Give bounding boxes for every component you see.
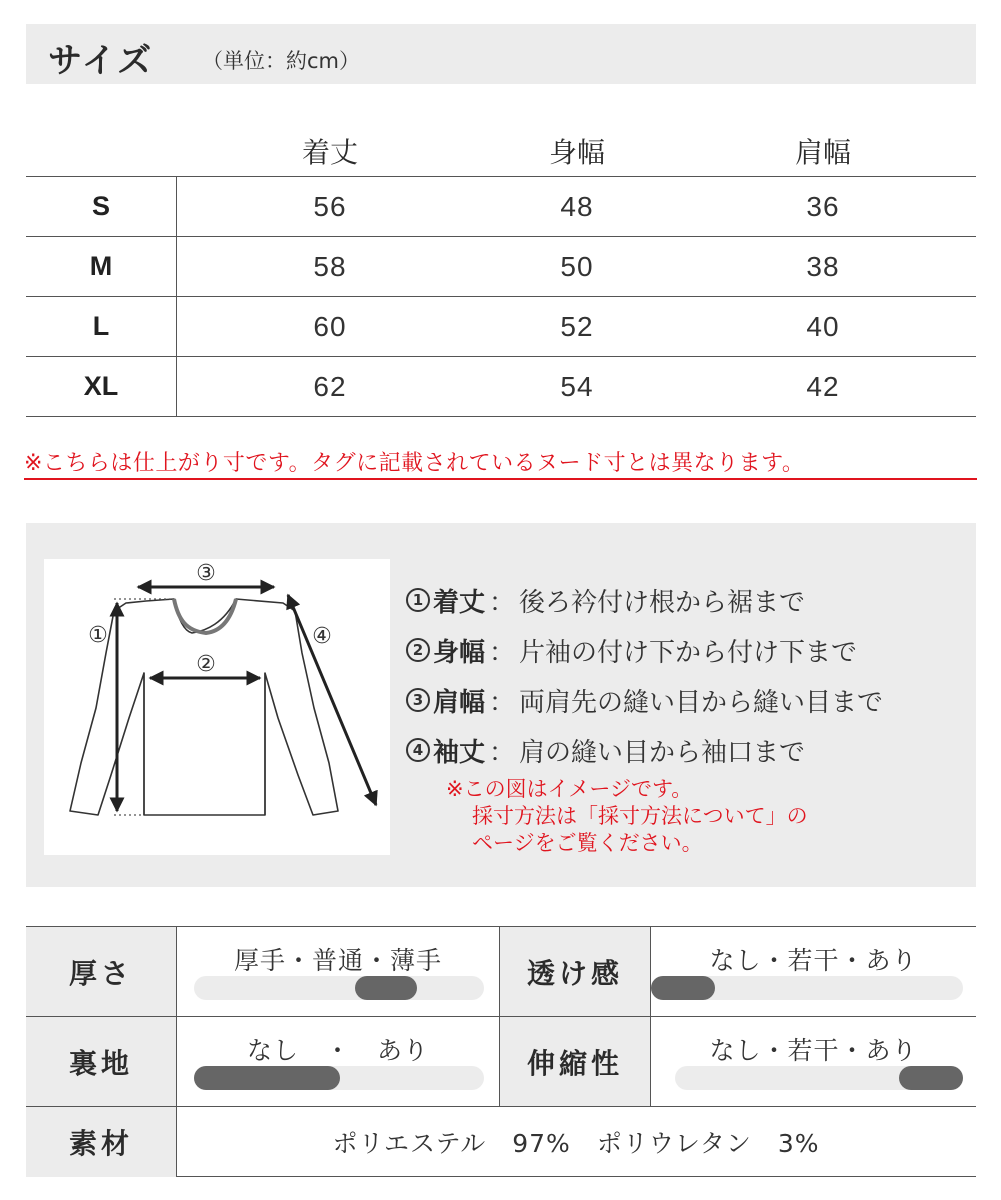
number-3-icon: 3 bbox=[406, 688, 430, 712]
legend-term: 着丈 bbox=[433, 587, 486, 618]
table-row bbox=[26, 297, 976, 357]
material-label: 素材 bbox=[26, 1107, 176, 1177]
marker-3-label: ③ bbox=[196, 561, 216, 586]
fabric-attributes-table bbox=[26, 926, 976, 1177]
legend-separator: ： bbox=[489, 737, 516, 768]
size-label: L bbox=[92, 311, 110, 341]
table-row bbox=[26, 237, 976, 297]
sheer-scale bbox=[651, 976, 963, 1000]
table-cell: 36 bbox=[806, 190, 840, 222]
material-value: ポリエステル 97% ポリウレタン 3% bbox=[332, 1129, 820, 1158]
size-label: XL bbox=[83, 371, 119, 401]
note-line: 採寸方法は「採寸方法について」の bbox=[472, 804, 808, 828]
legend-term: 身幅 bbox=[433, 637, 486, 668]
measurement-legend bbox=[406, 575, 883, 775]
sheer-label: 透け感 bbox=[500, 927, 650, 1016]
table-cell: 42 bbox=[806, 370, 840, 402]
shirt-illustration bbox=[26, 523, 406, 887]
legend-separator: ： bbox=[489, 637, 516, 668]
lining-indicator bbox=[194, 1066, 340, 1090]
sheer-options: なし・若干・あり bbox=[709, 946, 918, 975]
legend-separator: ： bbox=[489, 587, 516, 618]
diagram-note bbox=[446, 776, 808, 857]
notice-underline bbox=[24, 478, 977, 480]
table-row bbox=[26, 177, 976, 237]
column-header-width: 身幅 bbox=[548, 136, 605, 169]
column-header-shoulder: 肩幅 bbox=[794, 136, 851, 169]
number-2-icon: 2 bbox=[406, 638, 430, 662]
table-row bbox=[26, 357, 976, 417]
number-1-icon: 1 bbox=[406, 588, 430, 612]
legend-item-length bbox=[406, 575, 883, 625]
size-label: M bbox=[89, 251, 113, 281]
sheer-indicator bbox=[651, 976, 715, 1000]
stretch-scale bbox=[675, 1066, 963, 1090]
table-cell: 62 bbox=[313, 370, 347, 402]
stretch-indicator bbox=[899, 1066, 963, 1090]
size-table-header bbox=[26, 118, 976, 177]
lining-options: なし ・ あり bbox=[246, 1036, 429, 1065]
measurement-diagram bbox=[26, 523, 976, 887]
size-table bbox=[26, 118, 976, 417]
table-cell: 54 bbox=[560, 370, 594, 402]
stretch-label: 伸縮性 bbox=[500, 1017, 650, 1106]
lining-label: 裏地 bbox=[26, 1017, 176, 1106]
table-cell: 38 bbox=[806, 250, 840, 282]
legend-description: 肩の縫い目から袖口まで bbox=[519, 737, 806, 768]
note-line: ※この図はイメージです。 bbox=[446, 777, 693, 801]
number-4-icon: 4 bbox=[406, 738, 430, 762]
stretch-options: なし・若干・あり bbox=[709, 1036, 918, 1065]
legend-item-sleeve bbox=[406, 725, 883, 775]
table-cell: 50 bbox=[560, 250, 594, 282]
legend-term: 袖丈 bbox=[433, 737, 486, 768]
marker-1-label: ① bbox=[88, 623, 108, 648]
marker-2-label: ② bbox=[196, 652, 216, 677]
note-line: ページをご覧ください。 bbox=[472, 831, 703, 855]
thickness-indicator bbox=[355, 976, 417, 1000]
legend-term: 肩幅 bbox=[433, 687, 486, 718]
legend-description: 両肩先の縫い目から縫い目まで bbox=[519, 687, 884, 718]
legend-item-width bbox=[406, 625, 883, 675]
finished-size-notice: ※こちらは仕上がり寸です。タグに記載されているヌード寸とは異なります。 bbox=[24, 451, 805, 476]
thickness-label: 厚さ bbox=[26, 927, 176, 1016]
legend-item-shoulder bbox=[406, 675, 883, 725]
table-divider bbox=[176, 177, 177, 417]
size-label: S bbox=[91, 191, 110, 221]
lining-scale bbox=[194, 1066, 484, 1090]
unit-label: （単位：約cm） bbox=[202, 49, 361, 73]
table-cell: 52 bbox=[560, 310, 594, 342]
legend-separator: ： bbox=[489, 687, 516, 718]
legend-description: 片袖の付け下から付け下まで bbox=[519, 637, 858, 668]
page-title: サイズ bbox=[48, 41, 154, 81]
table-cell: 60 bbox=[313, 310, 347, 342]
size-header bbox=[26, 24, 976, 84]
table-cell: 56 bbox=[313, 190, 347, 222]
legend-description: 後ろ衿付け根から裾まで bbox=[519, 587, 806, 618]
table-cell: 48 bbox=[560, 190, 594, 222]
thickness-options: 厚手・普通・薄手 bbox=[233, 946, 442, 975]
column-header-length: 着丈 bbox=[301, 136, 358, 169]
marker-4-label: ④ bbox=[312, 624, 332, 649]
table-cell: 58 bbox=[313, 250, 347, 282]
table-cell: 40 bbox=[806, 310, 840, 342]
thickness-scale bbox=[194, 976, 484, 1000]
